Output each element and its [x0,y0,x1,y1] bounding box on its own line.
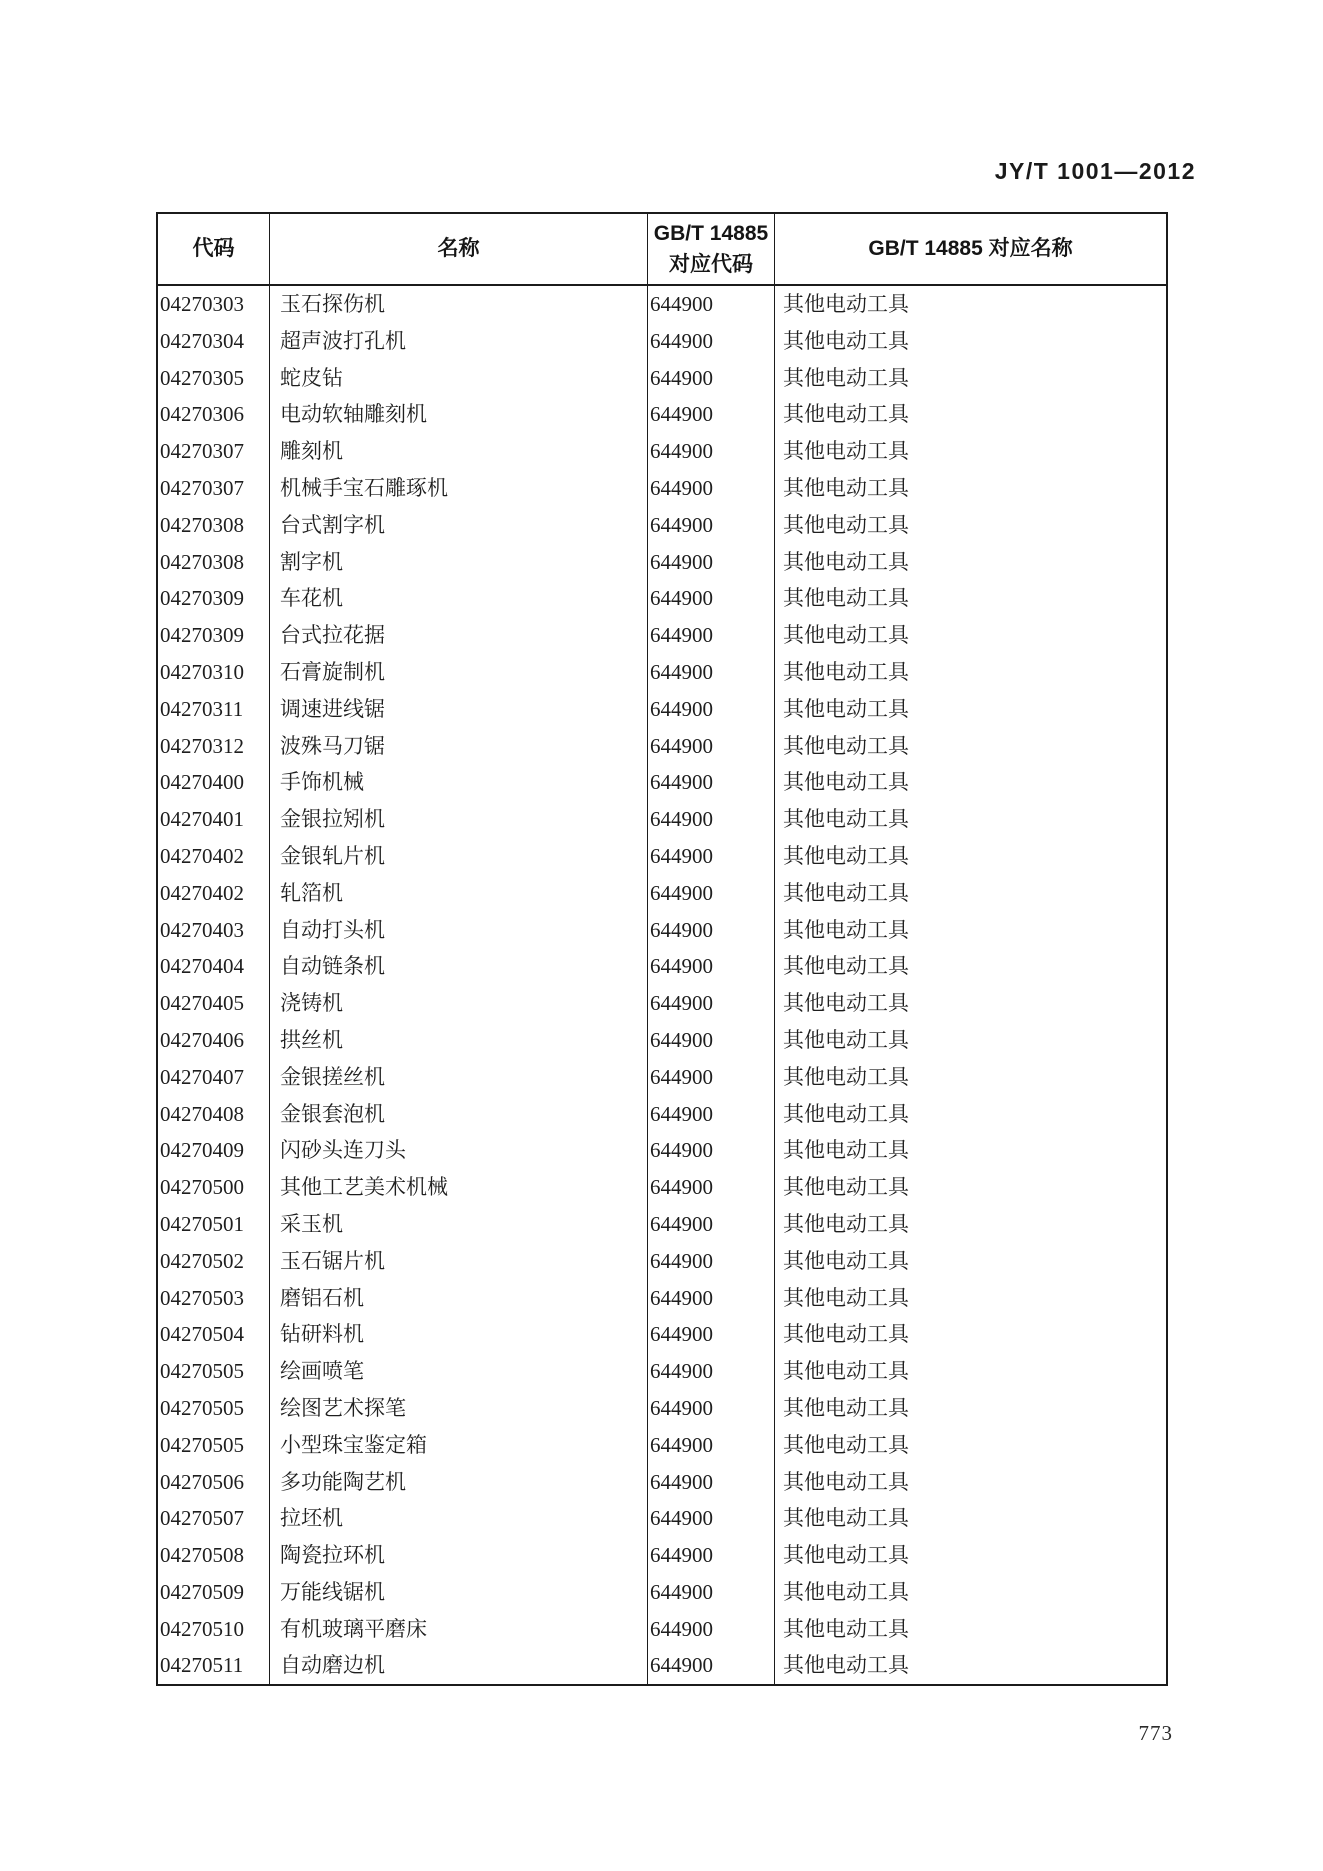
cell-gbt-code: 644900 [648,544,775,581]
table-row [158,1574,1166,1611]
cell-name: 蛇皮钻 [270,360,648,397]
table-row [158,691,1166,728]
cell-gbt-code: 644900 [648,1169,775,1206]
cell-name: 电动软轴雕刻机 [270,396,648,433]
cell-code: 04270312 [158,728,270,765]
cell-gbt-name: 其他电动工具 [783,1543,909,1568]
cell-gbt-name: 其他电动工具 [783,1616,909,1641]
cell-name: 多功能陶艺机 [270,1464,648,1501]
table-row [158,985,1166,1022]
cell-gbt-name: 其他电动工具 [783,1027,909,1052]
table-row [158,323,1166,360]
cell-name: 调速进线锯 [270,691,648,728]
cell-code: 04270401 [158,801,270,838]
cell-name: 台式割字机 [270,507,648,544]
cell-gbt-name: 其他电动工具 [783,954,909,979]
table-row [158,544,1166,581]
cell-gbt-code: 644900 [648,507,775,544]
cell-gbt-code: 644900 [648,1647,775,1684]
header-gbt-code-line2: 对应代码 [669,253,753,276]
cell-name: 自动链条机 [270,948,648,985]
cell-code: 04270505 [158,1353,270,1390]
cell-gbt-code: 644900 [648,1500,775,1537]
cell-gbt-code: 644900 [648,617,775,654]
table-row [158,1611,1166,1648]
cell-code: 04270304 [158,323,270,360]
cell-gbt-name: 其他电动工具 [783,843,909,868]
table-row [158,1316,1166,1353]
cell-gbt-name: 其他电动工具 [783,1101,909,1126]
cell-gbt-name: 其他电动工具 [783,512,909,537]
cell-name: 有机玻璃平磨床 [270,1611,648,1648]
cell-gbt-name: 其他电动工具 [783,880,909,905]
table-row [158,1537,1166,1574]
cell-code: 04270511 [158,1647,270,1684]
table-row [158,1169,1166,1206]
cell-gbt-name: 其他电动工具 [783,807,909,832]
cell-gbt-code: 644900 [648,1280,775,1317]
cell-name: 台式拉花据 [270,617,648,654]
cell-code: 04270502 [158,1243,270,1280]
cell-name: 金银搓丝机 [270,1059,648,1096]
cell-gbt-code: 644900 [648,1390,775,1427]
cell-gbt-code: 644900 [648,1096,775,1133]
table-row [158,617,1166,654]
cell-gbt-name: 其他电动工具 [783,1211,909,1236]
cell-gbt-name: 其他电动工具 [783,365,909,390]
cell-gbt-name: 其他电动工具 [783,917,909,942]
cell-gbt-code: 644900 [648,1022,775,1059]
cell-name: 轧箔机 [270,875,648,912]
cell-gbt-name: 其他电动工具 [783,1579,909,1604]
cell-gbt-code: 644900 [648,1353,775,1390]
cell-name: 超声波打孔机 [270,323,648,360]
table-row [158,1059,1166,1096]
cell-gbt-name: 其他电动工具 [783,1138,909,1163]
cell-name: 金银拉矧机 [270,801,648,838]
table-row [158,580,1166,617]
cell-code: 04270509 [158,1574,270,1611]
cell-name: 自动打头机 [270,912,648,949]
table-row [158,838,1166,875]
table-row [158,801,1166,838]
cell-code: 04270510 [158,1611,270,1648]
cell-code: 04270400 [158,764,270,801]
cell-gbt-code: 644900 [648,764,775,801]
table-row [158,1647,1166,1684]
cell-gbt-code: 644900 [648,838,775,875]
cell-code: 04270307 [158,470,270,507]
cell-name: 波殊马刀锯 [270,728,648,765]
cell-gbt-code: 644900 [648,654,775,691]
table-row [158,360,1166,397]
cell-code: 04270505 [158,1427,270,1464]
table-row [158,470,1166,507]
table-row [158,1427,1166,1464]
cell-gbt-name: 其他电动工具 [783,770,909,795]
table-row [158,1132,1166,1169]
cell-code: 04270404 [158,948,270,985]
cell-gbt-code: 644900 [648,1132,775,1169]
table-row [158,433,1166,470]
cell-gbt-code: 644900 [648,948,775,985]
cell-code: 04270505 [158,1390,270,1427]
cell-name: 车花机 [270,580,648,617]
cell-gbt-code: 644900 [648,1243,775,1280]
table-row [158,728,1166,765]
cell-code: 04270501 [158,1206,270,1243]
cell-gbt-code: 644900 [648,580,775,617]
table-row [158,1500,1166,1537]
cell-gbt-name: 其他电动工具 [783,586,909,611]
table-header-row [158,214,1166,286]
table-row [158,1464,1166,1501]
table-row [158,948,1166,985]
table-row [158,396,1166,433]
cell-gbt-name: 其他电动工具 [783,475,909,500]
cell-gbt-name: 其他电动工具 [783,292,909,316]
table-row [158,1243,1166,1280]
cell-code: 04270500 [158,1169,270,1206]
table-row [158,1096,1166,1133]
cell-gbt-name: 其他电动工具 [783,402,909,427]
cell-gbt-name: 其他电动工具 [783,623,909,648]
table-row [158,1390,1166,1427]
cell-code: 04270506 [158,1464,270,1501]
cell-gbt-code: 644900 [648,801,775,838]
cell-gbt-name: 其他电动工具 [783,549,909,574]
header-gbt-code [648,214,775,284]
cell-code: 04270408 [158,1096,270,1133]
cell-code: 04270311 [158,691,270,728]
cell-gbt-name: 其他电动工具 [783,991,909,1016]
cell-gbt-name: 其他电动工具 [783,659,909,684]
cell-code: 04270303 [158,286,270,323]
cell-code: 04270307 [158,433,270,470]
cell-gbt-code: 644900 [648,1427,775,1464]
cell-code: 04270306 [158,396,270,433]
cell-name: 绘图艺术探笔 [270,1390,648,1427]
doc-number: JY/T 1001—2012 [994,158,1196,184]
cell-gbt-name: 其他电动工具 [783,696,909,721]
cell-code: 04270407 [158,1059,270,1096]
cell-name: 石膏旋制机 [270,654,648,691]
cell-code: 04270508 [158,1537,270,1574]
table-body [158,286,1166,1684]
cell-code: 04270309 [158,580,270,617]
header-gbt-code-line1: GB/T 14885 [653,221,769,245]
cell-gbt-name: 其他电动工具 [783,1285,909,1310]
cell-gbt-code: 644900 [648,1611,775,1648]
cell-name: 闪砂头连刀头 [270,1132,648,1169]
table-row [158,654,1166,691]
cell-code: 04270309 [158,617,270,654]
cell-gbt-code: 644900 [648,1464,775,1501]
cell-name: 机械手宝石雕琢机 [270,470,648,507]
cell-gbt-code: 644900 [648,728,775,765]
cell-name: 钻研料机 [270,1316,648,1353]
table-row [158,507,1166,544]
cell-code: 04270308 [158,507,270,544]
cell-name: 其他工艺美术机械 [270,1169,648,1206]
cell-gbt-code: 644900 [648,912,775,949]
table-row [158,286,1166,323]
cell-gbt-code: 644900 [648,286,775,323]
cell-code: 04270402 [158,838,270,875]
cell-code: 04270406 [158,1022,270,1059]
cell-gbt-name: 其他电动工具 [783,1322,909,1347]
table-row [158,1280,1166,1317]
cell-code: 04270402 [158,875,270,912]
table-row [158,1022,1166,1059]
cell-gbt-code: 644900 [648,985,775,1022]
cell-name: 玉石锯片机 [270,1243,648,1280]
cell-gbt-code: 644900 [648,1206,775,1243]
cell-code: 04270403 [158,912,270,949]
cell-name: 雕刻机 [270,433,648,470]
header-code: 代码 [158,214,270,284]
cell-gbt-name: 其他电动工具 [783,1175,909,1200]
cell-gbt-name: 其他电动工具 [783,733,909,758]
cell-gbt-code: 644900 [648,691,775,728]
cell-name: 玉石探伤机 [270,286,648,323]
cell-code: 04270310 [158,654,270,691]
table-row [158,1206,1166,1243]
page-number: 773 [1138,1721,1173,1745]
cell-gbt-code: 644900 [648,470,775,507]
cell-gbt-code: 644900 [648,1316,775,1353]
cell-gbt-code: 644900 [648,433,775,470]
cell-gbt-code: 644900 [648,1574,775,1611]
cell-code: 04270409 [158,1132,270,1169]
cell-code: 04270305 [158,360,270,397]
cell-gbt-name: 其他电动工具 [783,1432,909,1457]
cell-name: 自动磨边机 [270,1647,648,1684]
table-row [158,764,1166,801]
cell-name: 浇铸机 [270,985,648,1022]
header-name: 名称 [270,214,648,284]
cell-code: 04270507 [158,1500,270,1537]
cell-name: 拉坯机 [270,1500,648,1537]
cell-name: 磨铝石机 [270,1280,648,1317]
cell-name: 金银套泡机 [270,1096,648,1133]
cell-code: 04270503 [158,1280,270,1317]
table-row [158,875,1166,912]
cell-name: 万能线锯机 [270,1574,648,1611]
cell-code: 04270308 [158,544,270,581]
cell-gbt-code: 644900 [648,396,775,433]
table-row [158,912,1166,949]
cell-gbt-name: 其他电动工具 [783,1064,909,1089]
cell-gbt-name: 其他电动工具 [783,439,909,464]
cell-name: 拱丝机 [270,1022,648,1059]
cell-gbt-name: 其他电动工具 [783,328,909,353]
cell-gbt-name: 其他电动工具 [783,1359,909,1384]
cell-gbt-code: 644900 [648,1537,775,1574]
cell-gbt-name: 其他电动工具 [783,1248,909,1273]
table-row [158,1353,1166,1390]
cell-gbt-code: 644900 [648,323,775,360]
cell-name: 绘画喷笔 [270,1353,648,1390]
cell-name: 金银轧片机 [270,838,648,875]
cell-name: 割字机 [270,544,648,581]
header-gbt-name: GB/T 14885 对应名称 [868,237,1073,261]
cell-code: 04270405 [158,985,270,1022]
cell-name: 采玉机 [270,1206,648,1243]
cell-name: 陶瓷拉环机 [270,1537,648,1574]
cell-code: 04270504 [158,1316,270,1353]
cell-name: 小型珠宝鉴定箱 [270,1427,648,1464]
cell-gbt-code: 644900 [648,875,775,912]
cell-gbt-name: 其他电动工具 [783,1469,909,1494]
mapping-table [156,212,1168,1686]
cell-name: 手饰机械 [270,764,648,801]
cell-gbt-name: 其他电动工具 [783,1506,909,1531]
cell-gbt-code: 644900 [648,360,775,397]
cell-gbt-code: 644900 [648,1059,775,1096]
cell-gbt-name: 其他电动工具 [783,1653,909,1678]
cell-gbt-name: 其他电动工具 [783,1395,909,1420]
